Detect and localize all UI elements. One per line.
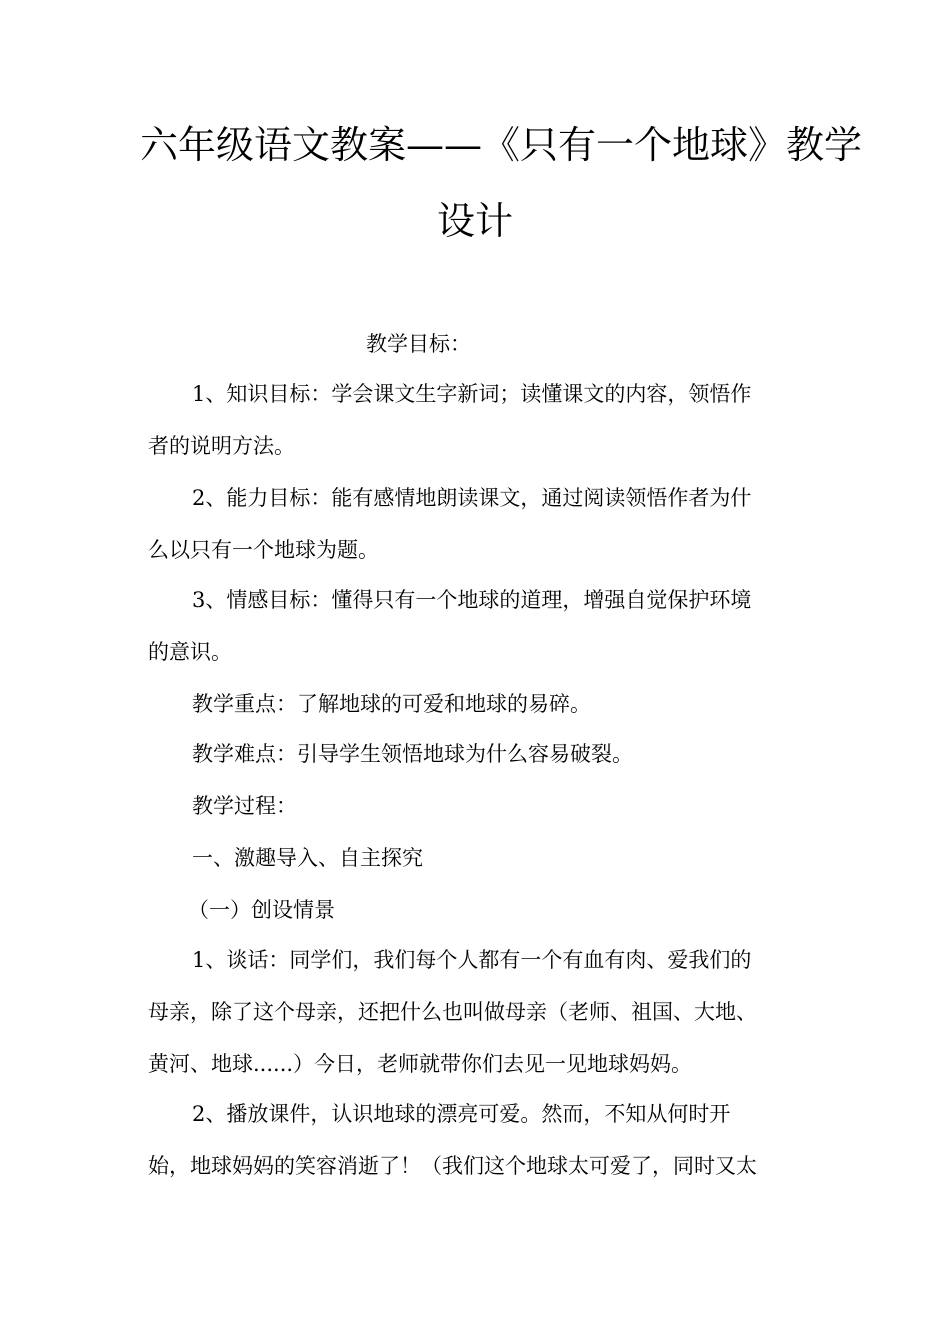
paragraph-line: 始，地球妈妈的笑容消逝了！（我们这个地球太可爱了，同时又太 — [148, 1154, 757, 1178]
subsection-heading: （一）创设情景 — [188, 898, 335, 922]
paragraph-line: 的意识。 — [148, 640, 232, 664]
paragraph-line: 教学难点：引导学生领悟地球为什么容易破裂。 — [192, 742, 633, 766]
document-title-line-1: 六年级语文教案——《只有一个地球》教学 — [140, 123, 863, 167]
paragraph-line: 母亲，除了这个母亲，还把什么也叫做母亲（老师、祖国、大地、 — [148, 1000, 757, 1024]
paragraph-line: 2、播放课件，认识地球的漂亮可爱。然而，不知从何时开 — [192, 1102, 731, 1126]
paragraph-line: 教学重点：了解地球的可爱和地球的易碎。 — [192, 692, 591, 716]
paragraph-line: 1、知识目标：学会课文生字新词；读懂课文的内容，领悟作 — [192, 382, 752, 406]
paragraph-line: 教学过程： — [192, 794, 297, 818]
paragraph-line: 么以只有一个地球为题。 — [148, 538, 379, 562]
teaching-goals-heading: 教学目标： — [366, 332, 471, 356]
paragraph-line: 1、谈话：同学们，我们每个人都有一个有血有肉、爱我们的 — [192, 948, 752, 972]
paragraph-line: 者的说明方法。 — [148, 434, 295, 458]
section-heading: 一、激趣导入、自主探究 — [192, 846, 423, 870]
paragraph-line: 3、情感目标：懂得只有一个地球的道理，增强自觉保护环境 — [192, 588, 752, 612]
document-title-line-2: 设计 — [436, 199, 513, 243]
paragraph-line: 2、能力目标：能有感情地朗读课文，通过阅读领悟作者为什 — [192, 486, 752, 510]
paragraph-line: 黄河、地球......）今日，老师就带你们去见一见地球妈妈。 — [148, 1052, 693, 1076]
